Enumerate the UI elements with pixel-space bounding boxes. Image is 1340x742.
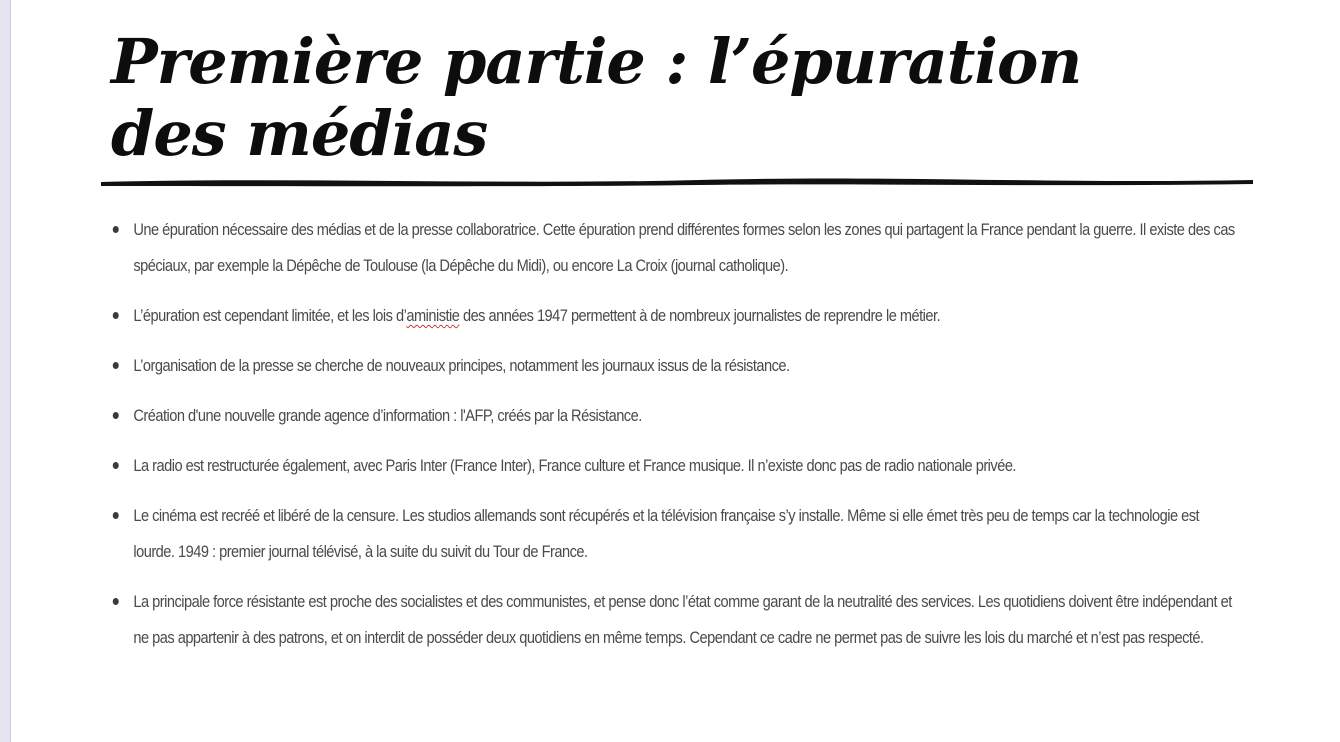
bullet-dot — [113, 312, 119, 319]
title-underline-rule — [99, 174, 1255, 190]
bullet-dot — [113, 226, 119, 233]
bullet-item-4[interactable] — [111, 398, 1243, 434]
editor-left-rail — [0, 0, 11, 742]
bullet-item-2[interactable] — [111, 298, 1243, 334]
bullet-item-6[interactable] — [111, 498, 1243, 570]
bullet-text-after: des années 1947 permettent à de nombreux journalistes de reprendre le métier. — [459, 306, 941, 325]
bullet-item-3[interactable] — [111, 348, 1243, 384]
bullet-dot — [113, 362, 119, 369]
bullet-text: Création d'une nouvelle grande agence d’information : l'AFP, créés par la Résistance. — [133, 406, 642, 425]
bullet-dot — [113, 512, 119, 519]
bullet-list[interactable] — [111, 212, 1241, 670]
bullet-dot — [113, 462, 119, 469]
bullet-text: La radio est restructurée également, avec Paris Inter (France Inter), France culture et France musique. Il n’existe donc pas de radio nationale privée. — [133, 456, 1016, 475]
bullet-dot — [113, 598, 119, 605]
bullet-item-7[interactable] — [111, 584, 1243, 656]
slide-title[interactable]: Première partie : l’épuration des médias — [111, 25, 1082, 170]
slide-canvas[interactable] — [11, 0, 1340, 742]
bullet-item-1[interactable] — [111, 212, 1243, 284]
bullet-text: Une épuration nécessaire des médias et de la presse collaboratrice. Cette épuration prend différentes formes selon les zones qui partagent la France pendant la guerre. Il existe des cas spéciaux, par exemple la Dépêche de Toulouse (la Dépêche du Midi), ou encore La Croix (journal catholique). — [133, 220, 1235, 275]
bullet-text: Le cinéma est recréé et libéré de la censure. Les studios allemands sont récupérés et la télévision française s’y installe. Même si elle émet très peu de temps car la technologie est lourde. 1949 : premier journal télévisé, à la suite du suivit du Tour de France. — [133, 506, 1200, 561]
bullet-dot — [113, 412, 119, 419]
bullet-text-before: L’épuration est cependant limitée, et les lois d’ — [133, 306, 407, 325]
bullet-item-5[interactable] — [111, 448, 1243, 484]
bullet-text: L’organisation de la presse se cherche de nouveaux principes, notamment les journaux issus de la résistance. — [133, 356, 790, 375]
spellcheck-flagged-word[interactable]: aministie — [406, 306, 460, 325]
bullet-text: La principale force résistante est proche des socialistes et des communistes, et pense donc l’état comme garant de la neutralité des services. Les quotidiens doivent être indépendant et ne pas appartenir à des patrons, et on interdit de posséder deux quotidiens en même temps. Cependant ce cadre ne permet pas de suivre les lois du marché et n’est pas respecté. — [133, 592, 1232, 647]
